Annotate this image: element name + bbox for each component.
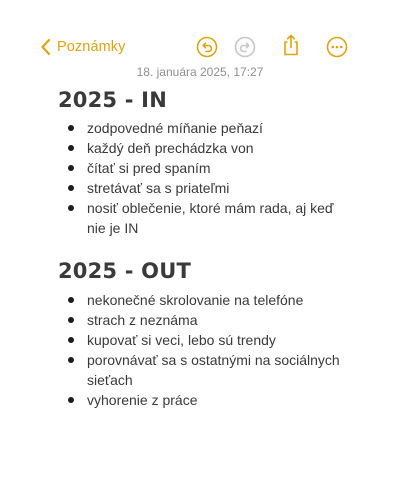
bullet-icon	[68, 145, 74, 151]
bullet-icon	[68, 165, 74, 171]
list-item-text: nekonečné skrolovanie na telefóne	[87, 292, 304, 308]
list-out	[0, 290, 400, 410]
list-item-text: porovnávať sa s ostatnými na sociálnych sieťach	[87, 352, 340, 388]
list-item-text: strach z neznáma	[87, 312, 198, 328]
list-item	[0, 198, 347, 238]
list-item-text: kupovať si veci, lebo sú trendy	[87, 332, 276, 348]
list-in	[0, 118, 400, 238]
list-item-text: vyhorenie z práce	[87, 392, 198, 408]
list-item	[0, 118, 347, 138]
list-item-text: stretávať sa s priateľmi	[87, 180, 230, 196]
bullet-icon	[68, 185, 74, 191]
section-heading-in: 2025 - IN	[58, 88, 167, 112]
note-timestamp: 18. januára 2025, 17:27	[136, 65, 264, 79]
ellipsis-circle-icon	[326, 36, 348, 58]
undo-icon	[196, 36, 218, 58]
list-item	[0, 178, 347, 198]
list-item	[0, 310, 347, 330]
back-label: Poznámky	[57, 39, 126, 55]
redo-icon	[234, 36, 256, 58]
undo-button[interactable]	[195, 35, 219, 59]
list-item	[0, 350, 347, 390]
bullet-icon	[68, 397, 74, 403]
list-item	[0, 138, 347, 158]
list-item-text: čítať si pred spaním	[87, 160, 211, 176]
navigation-bar	[0, 0, 400, 64]
more-button[interactable]	[325, 35, 349, 59]
bullet-icon	[68, 125, 74, 131]
share-icon	[280, 33, 302, 57]
bullet-icon	[68, 205, 74, 211]
list-item	[0, 390, 347, 410]
redo-button[interactable]	[233, 35, 257, 59]
share-button[interactable]	[279, 33, 303, 57]
list-item	[0, 330, 347, 350]
chevron-left-icon	[40, 38, 51, 56]
list-item-text: každý deň prechádzka von	[87, 140, 254, 156]
bullet-icon	[68, 317, 74, 323]
bullet-icon	[68, 297, 74, 303]
bullet-icon	[68, 337, 74, 343]
list-item-text: nosiť oblečenie, ktoré mám rada, aj keď nie je IN	[87, 200, 334, 236]
list-item	[0, 290, 347, 310]
section-heading-out: 2025 - OUT	[58, 259, 192, 283]
list-item-text: zodpovedné míňanie peňazí	[87, 120, 263, 136]
list-item	[0, 158, 347, 178]
back-button[interactable]	[40, 36, 126, 58]
bullet-icon	[68, 357, 74, 363]
